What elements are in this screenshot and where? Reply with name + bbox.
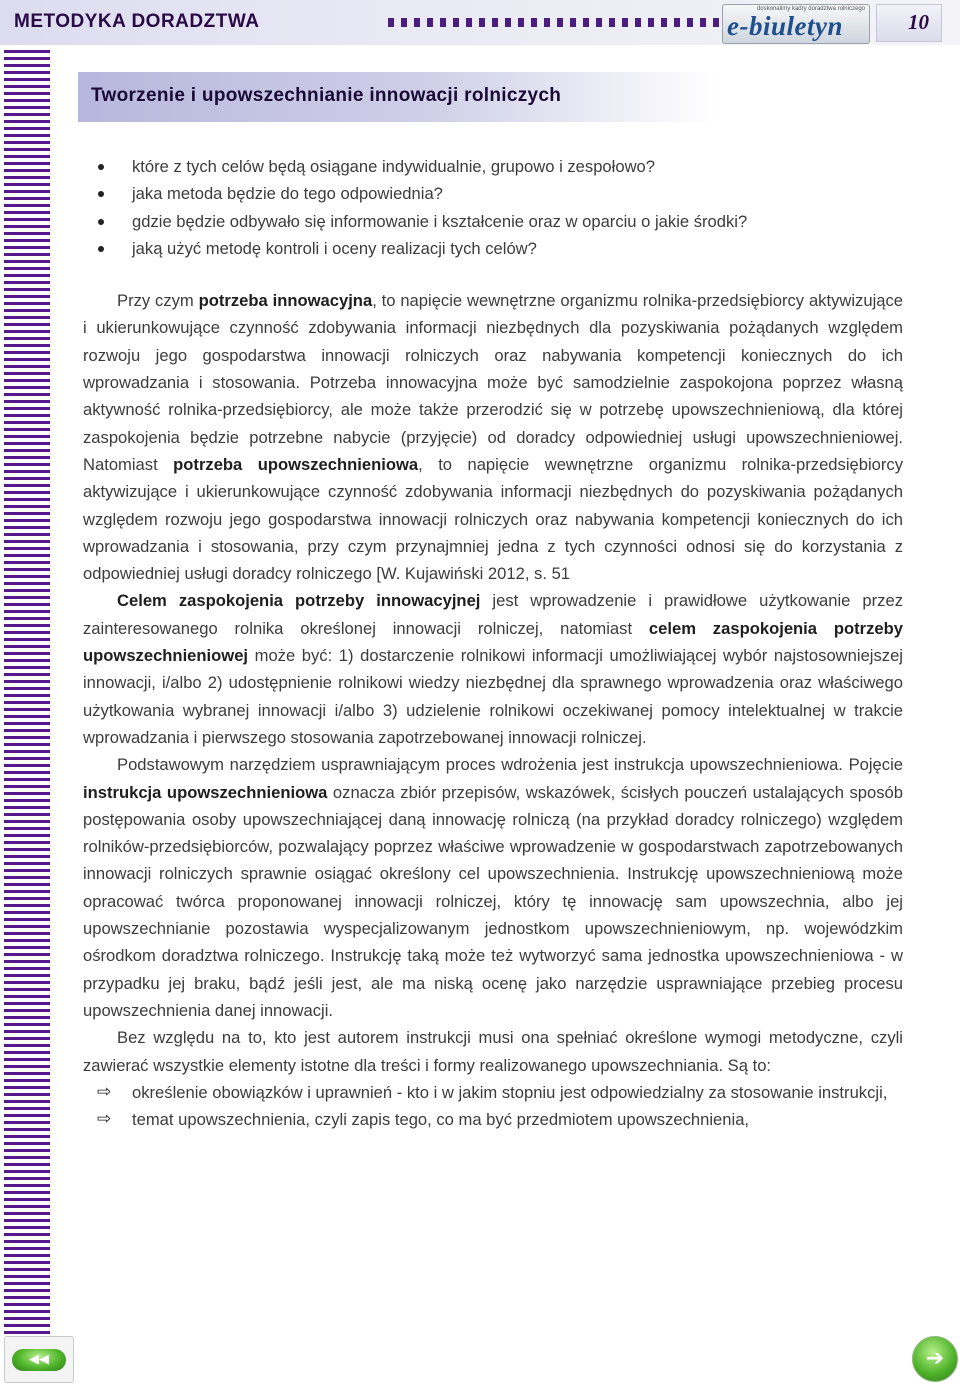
page-header <box>0 0 960 45</box>
paragraph-innovation-need: Przy czym potrzeba innowacyjna, to napięcie wewnętrzne organizmu rolnika-przedsiębiorcy aktywizujące i ukierunkowujące czynność zdobywania informacji niezbędnych dla pozyskiwania pożądanych względem rozwoju jego gospodarstwa innowacji rolniczych oraz nabywania kompetencji koniecznych do ich wprowadzania i stosowania. Potrzeba innowacyjna może być samodzielnie zaspokojona poprzez własną aktywność rolnika-przedsiębiorcy, ale może także przerodzić się w potrzebę upowszechnieniową, dla której zaspokojenia będzie potrzebne nabycie (przyjęcie) od doradcy odpowiedniej usługi upowszechnieniowej. Natomiast potrzeba upowszechnieniowa, to napięcie wewnętrzne organizmu rolnika-przedsiębiorcy aktywizujące i ukierunkowujące czynność zdobywania informacji niezbędnych do pozyskiwania pożądanych względem rozwoju jego gospodarstwa innowacji rolniczych oraz nabywania kompetencji koniecznych do ich wprowadzania i stosowania, przy czym przynajmniej jedna z tych czynności odnosi się do korzystania z odpowiedniej usługi doradcy rolniczego [W. Kujawiński 2012, s. 51 <box>83 291 904 584</box>
section-title: Tworzenie i upowszechnianie innowacji rolniczych <box>91 85 562 106</box>
list-item: jaką użyć metodę kontroli i oceny realizacji tych celów? <box>83 235 903 262</box>
previous-page-button[interactable] <box>4 1336 74 1383</box>
section-banner <box>78 72 718 122</box>
paragraph-need-goals: Celem zaspokojenia potrzeby innowacyjnej jest wprowadzenie i prawidłowe użytkowanie przez zainteresowanego rolnika określonej innowacji rolniczej, natomiast celem zaspokojenia potrzeby upowszechnieniowej może być: 1) dostarczenie rolnikowi informacji umożliwiającej wybór najstosowniejszej innowacji, i/albo 2) udostępnienie rolnikowi wiedzy niezbędnej dla sprawnego wprowadzenia oraz właściwego użytkowania wybranej innowacji i/albo 3) udzielenie rolnikowi oczekiwanej pomocy intelektualnej w trakcie wprowadzania i pierwszego stosowania zapotrzebowanej innowacji rolniczej. <box>83 591 904 747</box>
arrow-icon: ⇨ <box>97 1081 112 1102</box>
e-biuletyn-logo[interactable] <box>722 4 870 44</box>
rewind-icon: ◀◀ <box>12 1349 66 1371</box>
arrow-icon: ⇨ <box>97 1109 112 1130</box>
paragraph-dissemination-instruction: Podstawowym narzędziem usprawniającym proces wdrożenia jest instrukcja upowszechnieniowa. Pojęcie instrukcja upowszechnieniowa oznacza zbiór przepisów, wskazówek, ścisłych pouczeń ustalających sposób postępowania osoby upowszechniającej daną innowację rolniczą (na przykład doradcy rolniczego) względem rolników-przedsiębiorców, pozwalający poprzez właściwe wprowadzenie w gospodarstwach zapotrzebowanych innowacji rolniczych sprawnie osiągać określony cel upowszechnienia. Instrukcję upowszechnieniową może opracować twórca proponowanej innowacji rolniczej, który tę innowację sam upowszechnia, albo jej upowszechnianie pozostawia wyspecjalizowanym jednostkom upowszechnieniowym, np. wojewódzkim ośrodkom doradztwa rolniczego. Instrukcję taką może też wytworzyć sama jednostka upowszechnieniowa - w przypadku jej braku, bądź jeśli jest, ale ma niską ocenę jako narzędzie usprawniające przebieg procesu upowszechnienia danej innowacji. <box>83 755 903 1020</box>
list-item: które z tych celów będą osiągane indywidualnie, grupowo i zespołowo? <box>83 153 903 180</box>
arrow-right-icon: ➔ <box>925 1346 945 1371</box>
next-page-button[interactable] <box>912 1336 958 1382</box>
page-number: 10 <box>908 10 929 34</box>
logo-text: e-biuletyn <box>727 11 843 41</box>
list-item: ⇨ temat upowszechnienia, czyli zapis tego, co ma być przedmiotem upowszechnienia, <box>83 1106 903 1133</box>
article-body <box>83 153 903 1133</box>
term-dissemination-need: potrzeba upowszechnieniowa <box>173 454 419 474</box>
term-dissemination-goal: celem zaspokojenia potrzeby upowszechnieniowej <box>83 618 904 666</box>
term-innovation-need: potrzeba innowacyjna <box>198 291 373 311</box>
logo-tagline: doskonalimy kadry doradztwa rolniczego <box>756 6 865 12</box>
term-dissemination-instruction: instrukcja upowszechnieniowa <box>83 782 328 802</box>
list-item: gdzie będzie odbywało się informowanie i kształcenie oraz w oparciu o jakie środki? <box>83 208 903 235</box>
question-list <box>83 153 903 262</box>
list-item: ⇨ określenie obowiązków i uprawnień - kto i w jakim stopniu jest odpowiedzialny za stosowanie instrukcji, <box>83 1079 903 1106</box>
paragraph-instruction-requirements: Bez względu na to, kto jest autorem instrukcji musi ona spełniać określone wymogi metodyczne, czyli zawierać wszystkie elementy istotne dla treści i formy realizowanego upowszechniania. Są to: <box>83 1028 903 1075</box>
page-number-box <box>876 4 942 42</box>
left-decorative-stripes <box>4 50 50 1335</box>
header-dotted-divider <box>388 18 720 27</box>
journal-section-title: METODYKA DORADZTWA <box>14 11 260 32</box>
requirement-list <box>83 1079 903 1134</box>
term-innovation-goal: Celem zaspokojenia potrzeby innowacyjnej <box>117 591 481 611</box>
list-item: jaka metoda będzie do tego odpowiednia? <box>83 180 903 207</box>
